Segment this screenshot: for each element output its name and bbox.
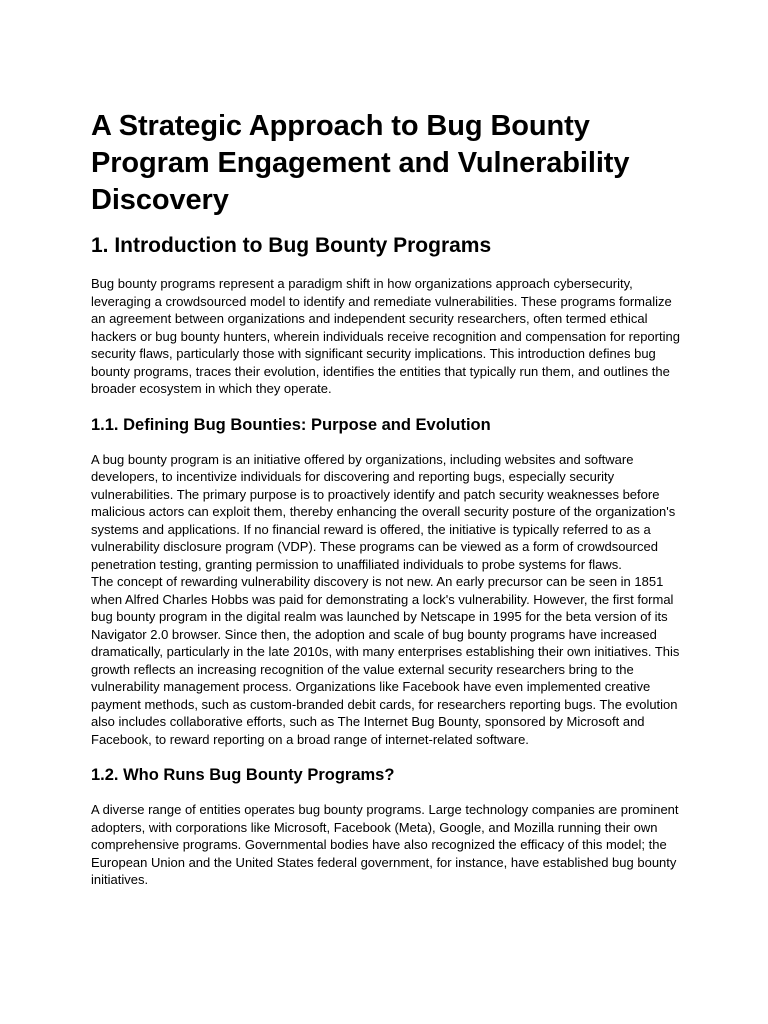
- document-page: [91, 108, 681, 889]
- section-heading-introduction: 1. Introduction to Bug Bounty Programs: [91, 234, 492, 257]
- who-runs-paragraph: A diverse range of entities operates bug bounty programs. Large technology companies are prominent adopters, with corporations like Microsoft, Facebook (Meta), Google, and Mozilla running their own comprehensive programs. Governmental bodies have also recognized the efficacy of this model; the European Union and the United States federal government, for instance, have established bug bounty initiatives.: [91, 802, 679, 887]
- subsection-heading-defining-bug-bounties: 1.1. Defining Bug Bounties: Purpose and Evolution: [91, 415, 491, 434]
- document-title: A Strategic Approach to Bug Bounty Program Engagement and Vulnerability Discovery: [91, 110, 630, 216]
- defining-paragraph-evolution: The concept of rewarding vulnerability discovery is not new. An early precursor can be seen in 1851 when Alfred Charles Hobbs was paid for demonstrating a lock's vulnerability. However, the first formal bug bounty program in the digital realm was launched by Netscape in 1995 for the beta version of its Navigator 2.0 browser. Since then, the adoption and scale of bug bounty programs have increased dramatically, particularly in the late 2010s, with many enterprises establishing their own initiatives. This growth reflects an increasing recognition of the value external security researchers bring to the vulnerability management process. Organizations like Facebook have even implemented creative payment methods, such as custom-branded debit cards, for researchers reporting bugs. The evolution also includes collaborative efforts, such as The Internet Bug Bounty, sponsored by Microsoft and Facebook, to reward reporting on a broad range of internet-related software.: [91, 574, 680, 747]
- defining-paragraph-purpose: A bug bounty program is an initiative offered by organizations, including websites and software developers, to incentivize individuals for discovering and reporting bugs, especially security vulnerabilities. The primary purpose is to proactively identify and patch security weaknesses before malicious actors can exploit them, thereby enhancing the overall security posture of the organization's systems and applications. If no financial reward is offered, the initiative is typically referred to as a vulnerability disclosure program (VDP). These programs can be viewed as a form of crowdsourced penetration testing, granting permission to unaffiliated individuals to probe systems for flaws.: [91, 451, 676, 572]
- subsection-heading-who-runs: 1.2. Who Runs Bug Bounty Programs?: [91, 766, 395, 784]
- introduction-paragraph: Bug bounty programs represent a paradigm shift in how organizations approach cybersecurity, leveraging a crowdsourced model to identify and remediate vulnerabilities. These programs formalize an agreement between organizations and independent security researchers, often termed ethical hackers or bug bounty hunters, wherein individuals receive recognition and compensation for reporting security flaws, particularly those with significant security implications. This introduction defines bug bounty programs, traces their evolution, identifies the entities that typically run them, and outlines the broader ecosystem in which they operate.: [91, 276, 680, 396]
